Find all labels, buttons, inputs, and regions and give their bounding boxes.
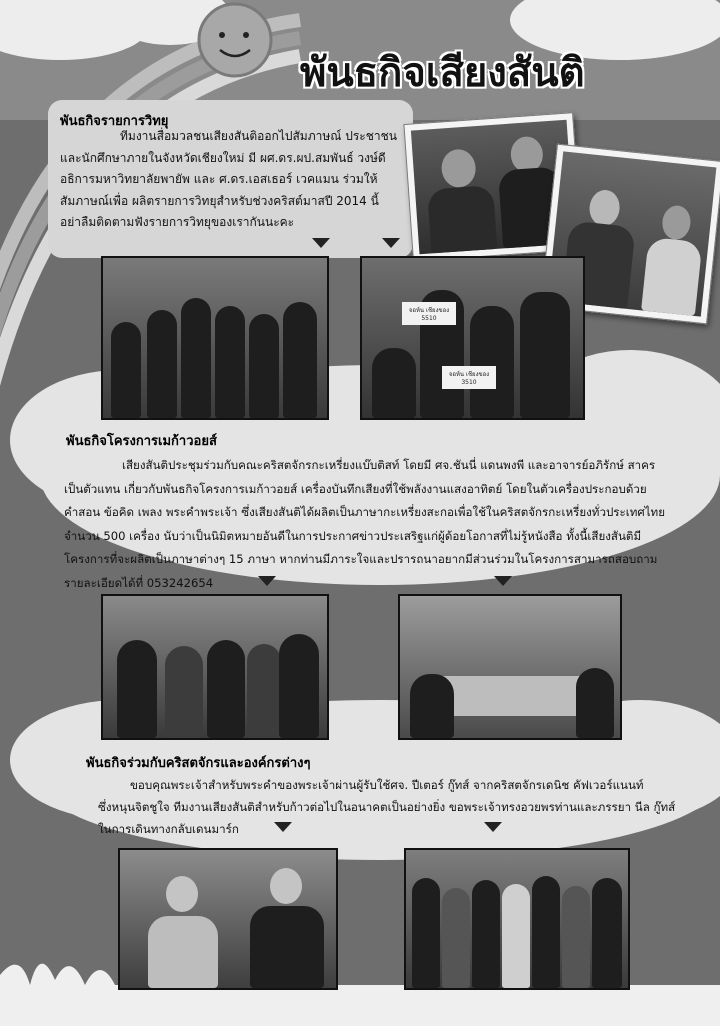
- section-body-radio: [60, 126, 405, 234]
- page-title: พันธกิจเสียงสันติ: [300, 50, 585, 96]
- photo-pastor-meeting: [118, 848, 338, 990]
- paragraph-line: ในการเดินทางกลับเดนมาร์ก: [98, 822, 239, 836]
- paragraph-line: อย่าลืมติดตามฟังรายการวิทยุของเรากันนะคะ: [60, 215, 295, 229]
- paragraph-line: สัมภาษณ์เพื่อ ผลิตรายการวิทยุสำหรับช่วงคริสต์มาสปี 2014 นี้: [60, 193, 379, 208]
- photo-church-group: [404, 848, 630, 990]
- section-heading-megavoice: พันธกิจโครงการเมก้าวอยส์: [66, 434, 217, 449]
- photo-megavoice-team: [101, 594, 329, 740]
- down-arrow-icon: [494, 576, 512, 586]
- photo-students-group: [101, 256, 329, 420]
- down-arrow-icon: [312, 238, 330, 248]
- paragraph-line: คำสอน ข้อคิด เพลง พระคำพระเจ้า ซึ่งเสียงสันติได้ผลิตเป็นภาษากะเหรี่ยงสะกอเพื่อใช้ในคริสตจักรกะเหรี่ยงทั่วประเทศไทย: [64, 505, 665, 519]
- photo-sign: จอห์น เชียงของ 3510: [442, 366, 496, 389]
- paragraph-line: โครงการที่จะผลิตเป็นภาษาต่างๆ 15 ภาษา หากท่านมีภาระใจและปรารถนาอยากมีส่วนร่วมในโครงการสามารถสอบถาม: [64, 552, 658, 566]
- paragraph-line: เป็นตัวแทน เกี่ยวกับพันธกิจโครงการเมก้าวอยส์ เครื่องบันทึกเสียงที่ใช้พลังงานแสงอาทิตย์ โดยในตัวเครื่องประกอบด้วย: [64, 481, 647, 496]
- photo-students-signs: [360, 256, 585, 420]
- paragraph-line: และนักศึกษาภายในจังหวัดเชียงใหม่ มี ผศ.ดร.ผป.สมพันธ์ วงษ์ดี: [60, 150, 386, 165]
- down-arrow-icon: [274, 822, 292, 832]
- section-heading-radio: พันธกิจรายการวิทยุ: [60, 114, 169, 129]
- section-body-megavoice: [64, 454, 676, 595]
- paragraph-line: ทีมงานสื่อมวลชนเสียงสันติออกไปสัมภาษณ์ ประชาชน: [120, 129, 397, 143]
- paragraph-line: ขอบคุณพระเจ้าสำหรับพระคำของพระเจ้าผ่านผู้รับใช้ศจ. ปีเตอร์ กู๊ทส์ จากคริสตจักรเดนิช คัฟเวอร์แนนท์: [130, 778, 644, 792]
- down-arrow-icon: [258, 576, 276, 586]
- section-body-churches: [98, 774, 688, 840]
- down-arrow-icon: [382, 238, 400, 248]
- section-heading-churches: พันธกิจร่วมกับคริสตจักรและองค์กรต่างๆ: [86, 756, 311, 771]
- paragraph-line: จำนวน 500 เครื่อง นับว่าเป็นนิมิตหมายอันดีในการประกาศข่าวประเสริฐแก่ผู้ด้อยโอกาสที่ไม่รู้หนังสือ ทั้งนี้เสียงสันติมี: [64, 528, 642, 543]
- photo-sign: จอห์น เชียงของ 5510: [402, 302, 456, 325]
- paragraph-line: ซึ่งหนุนจิตชูใจ ทีมงานเสียงสันติสำหรับก้าวต่อไปในอนาคตเป็นอย่างยิ่ง ขอพระเจ้าทรงอวยพรท่านและภรรยา นีล กู๊ทส์: [98, 800, 676, 814]
- photo-megavoice-meeting: [398, 594, 622, 740]
- paragraph-line: อธิการมหาวิทยาลัยพายัพ และ ศ.ดร.เอสเธอร์ เวคแมน ร่วมให้: [60, 172, 378, 186]
- paragraph-line: เสียงสันติประชุมร่วมกับคณะคริสตจักรกะเหรี่ยงแบ๊บติสท์ โดยมี ศจ.ชันนี่ แดนพงพี และอาจารย์อภิรักษ์ สาคร: [122, 458, 656, 472]
- paragraph-line: รายละเอียดได้ที่ 053242654: [64, 575, 214, 590]
- down-arrow-icon: [484, 822, 502, 832]
